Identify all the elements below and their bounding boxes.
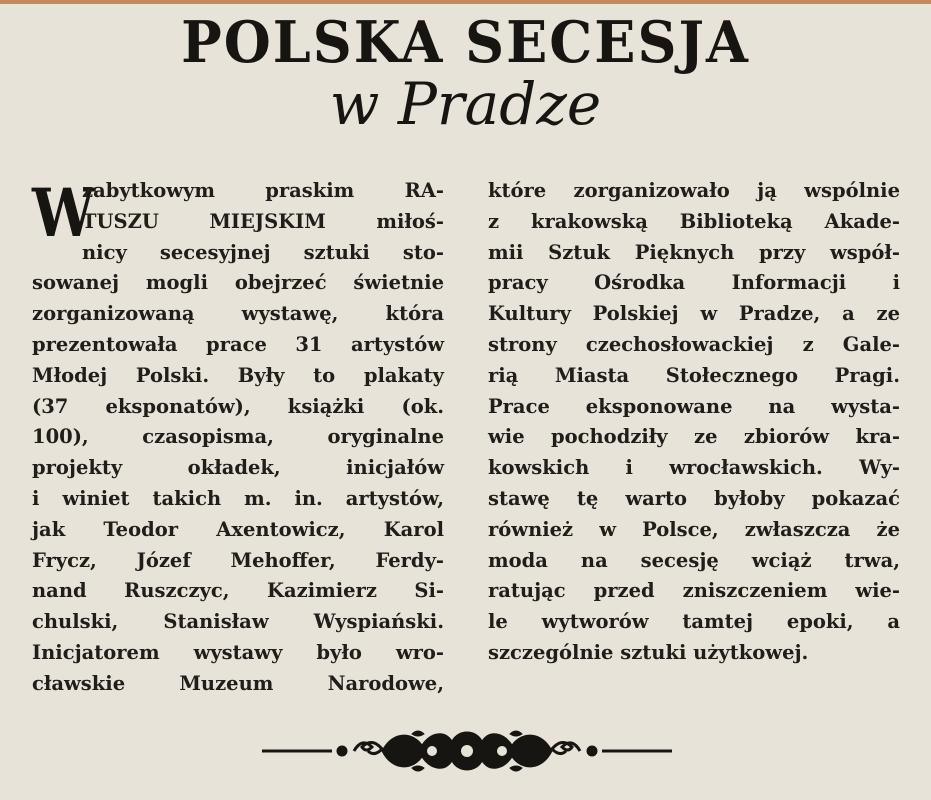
text-line: Frycz, Józef Mehoffer, Ferdy-: [32, 548, 444, 572]
text-line: chulski, Stanisław Wyspiański.: [32, 610, 444, 634]
text-line: i winiet takich m. in. artystów,: [32, 486, 444, 510]
text-line: projekty okładek, inicjałów: [32, 456, 444, 480]
text-line: z krakowską Biblioteką Akade-: [488, 209, 900, 233]
text-line: Prace eksponowane na wysta-: [488, 394, 900, 418]
text-line: nicy secesyjnej sztuki sto-: [82, 240, 444, 264]
text-line: które zorganizowało ją wspólnie: [488, 179, 900, 202]
text-line: sowanej mogli obejrzeć świetnie: [32, 271, 444, 295]
text-line: stawę tę warto byłoby pokazać: [488, 486, 900, 510]
text-line: le wytworów tamtej epoki, a: [488, 610, 900, 634]
text-line: jak Teodor Axentowicz, Karol: [32, 517, 444, 541]
text-line: (37 eksponatów), książki (ok.: [32, 394, 444, 418]
text-line: wie pochodziły ze zbiorów kra-: [488, 425, 900, 449]
text-line: strony czechosłowackiej z Gale-: [488, 332, 900, 356]
right-column: [488, 176, 900, 669]
text-line: pracy Ośrodka Informacji i: [488, 271, 900, 295]
text-line: Kultury Polskiej w Pradze, a ze: [488, 302, 900, 326]
text-line: rią Miasta Stołecznego Pragi.: [488, 363, 900, 387]
text-line: ratując przed zniszczeniem wie-: [488, 579, 900, 603]
text-line: również w Polsce, zwłaszcza że: [488, 517, 900, 541]
text-line: mii Sztuk Pięknych przy współ-: [488, 240, 900, 264]
text-line: prezentowała prace 31 artystów: [32, 332, 444, 356]
text-line: Inicjatorem wystawy było wro-: [32, 640, 444, 664]
text-line: moda na secesję wciąż trwa,: [488, 548, 900, 572]
text-line: TUSZU MIEJSKIM miłoś-: [82, 209, 444, 233]
text-line: zorganizowaną wystawę, która: [32, 302, 444, 326]
decorative-divider-icon: [262, 728, 672, 774]
text-line: Młodej Polski. Były to plakaty: [32, 363, 444, 387]
top-edge-strip: [0, 0, 931, 4]
text-line: nand Ruszczyc, Kazimierz Si-: [32, 579, 444, 603]
text-line: szczególnie sztuki użytkowej.: [488, 640, 809, 664]
left-column: [32, 176, 444, 700]
article-title: POLSKA SECESJA: [181, 8, 750, 76]
article-subtitle: w Pradze: [329, 70, 602, 138]
drop-cap: W: [32, 174, 96, 252]
text-line: zabytkowym praskim RA-: [82, 179, 444, 202]
text-line: cławskie Muzeum Narodowe,: [32, 671, 444, 695]
text-line: kowskich i wrocławskich. Wy-: [488, 456, 900, 480]
text-line: 100), czasopisma, oryginalne: [32, 425, 444, 449]
